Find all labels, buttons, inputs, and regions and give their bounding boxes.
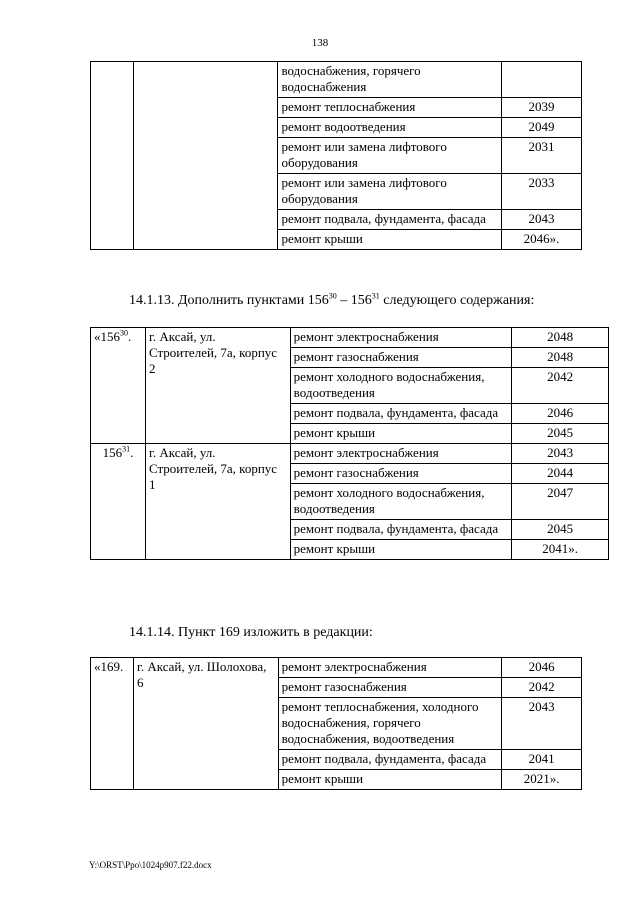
table-item-169 — [90, 657, 582, 790]
number-cell: $156^{31}$. — [91, 444, 146, 560]
year-cell: 2033 — [502, 174, 582, 210]
year-cell: 2042 — [502, 678, 582, 698]
year-cell: 2031 — [502, 138, 582, 174]
address-cell: г. Аксай, ул. Строителей, 7а, корпус 1 — [145, 444, 290, 560]
work-cell: водоснабжения, горячего водоснабжения — [278, 62, 502, 98]
year-cell: 2048 — [512, 328, 609, 348]
year-cell: 2043 — [512, 444, 609, 464]
page-number: 138 — [311, 37, 329, 49]
file-path-footer: Y:\ORST\Ppo\1024p907.f22.docx — [89, 860, 212, 870]
year-cell: 2043 — [502, 698, 582, 750]
work-cell: ремонт газоснабжения — [278, 678, 502, 698]
work-cell: ремонт электроснабжения — [290, 444, 512, 464]
address-cell: г. Аксай, ул. Строителей, 7а, корпус 2 — [145, 328, 290, 444]
work-cell: ремонт газоснабжения — [290, 464, 512, 484]
work-cell: ремонт холодного водоснабжения, водоотведения — [290, 368, 512, 404]
table-row — [91, 444, 609, 464]
work-cell: ремонт или замена лифтового оборудования — [278, 138, 502, 174]
year-cell: 2048 — [512, 348, 609, 368]
number-cell: «$156^{30}$. — [91, 328, 146, 444]
work-cell: ремонт теплоснабжения, холодного водоснабжения, горячего водоснабжения, водоотведения — [278, 698, 502, 750]
year-cell: 2049 — [502, 118, 582, 138]
table-row — [91, 62, 582, 98]
year-cell: 2021». — [502, 770, 582, 790]
table-row — [91, 328, 609, 348]
para-text: – 156 — [336, 293, 372, 308]
paragraph-14-1-14: 14.1.14. Пункт 169 изложить в редакции: — [129, 625, 373, 640]
year-cell: 2046 — [502, 658, 582, 678]
work-cell: ремонт крыши — [290, 540, 512, 560]
work-cell: ремонт подвала, фундамента, фасада — [278, 210, 502, 230]
year-cell: 2041 — [502, 750, 582, 770]
year-cell: 2041». — [512, 540, 609, 560]
work-cell: ремонт электроснабжения — [278, 658, 502, 678]
work-cell: ремонт подвала, фундамента, фасада — [290, 520, 512, 540]
year-cell: 2039 — [502, 98, 582, 118]
work-cell: ремонт водоотведения — [278, 118, 502, 138]
year-cell: 2045 — [512, 424, 609, 444]
work-cell: ремонт электроснабжения — [290, 328, 512, 348]
address-cell — [133, 62, 278, 250]
work-cell: ремонт подвала, фундамента, фасада — [278, 750, 502, 770]
year-cell: 2046 — [512, 404, 609, 424]
para-text: 14.1.13. Дополнить пунктами 156 — [129, 293, 329, 308]
year-cell: 2044 — [512, 464, 609, 484]
table-additions — [90, 327, 609, 560]
work-cell: ремонт газоснабжения — [290, 348, 512, 368]
work-cell: ремонт холодного водоснабжения, водоотведения — [290, 484, 512, 520]
para-text: следующего содержания: — [379, 293, 535, 308]
work-cell: ремонт крыши — [290, 424, 512, 444]
work-cell: ремонт крыши — [278, 770, 502, 790]
work-cell: ремонт подвала, фундамента, фасада — [290, 404, 512, 424]
year-cell: 2046». — [502, 230, 582, 250]
year-cell: 2045 — [512, 520, 609, 540]
year-cell — [502, 62, 582, 98]
work-cell: ремонт или замена лифтового оборудования — [278, 174, 502, 210]
address-cell: г. Аксай, ул. Шолохова, 6 — [133, 658, 278, 790]
work-cell: ремонт теплоснабжения — [278, 98, 502, 118]
table-continuation — [90, 61, 582, 250]
number-cell: «169. — [91, 658, 134, 790]
year-cell: 2047 — [512, 484, 609, 520]
para-sup: 30 — [328, 291, 337, 301]
year-cell: 2043 — [502, 210, 582, 230]
paragraph-14-1-13 — [129, 293, 534, 309]
number-cell — [91, 62, 134, 250]
table-row — [91, 658, 582, 678]
year-cell: 2042 — [512, 368, 609, 404]
work-cell: ремонт крыши — [278, 230, 502, 250]
para-sup: 31 — [371, 291, 380, 301]
